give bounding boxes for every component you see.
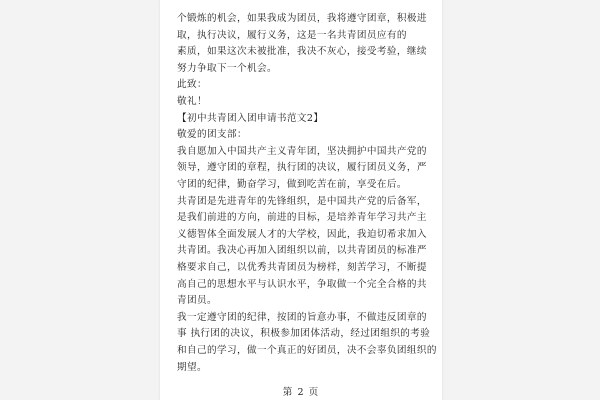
closing-regards: 敬礼！: [177, 96, 207, 107]
body-line: 共青团。我决心再加入团组织以前，以共青团员的标准严: [177, 245, 427, 257]
body-line: 期望。: [177, 361, 207, 373]
body-line: 是我们前进的方向，前进的目标，是培养青年学习共产主: [177, 212, 427, 224]
body-line: 素质，如果这次未被批准，我决不灰心，接受考验，继续: [177, 46, 427, 58]
body-line: 共青团是先进青年的先锋组织，是中国共产党的后备军，: [177, 195, 427, 207]
document-page: [160, 0, 442, 400]
body-line: 格要求自己，以优秀共青团员为榜样，刻苦学习，不断提: [177, 262, 427, 273]
body-line: 取，执行决议，履行义务，这是一名共青团员应有的: [177, 29, 407, 41]
body-line: 守团的纪律，勤奋学习，做到吃苦在前，享受在后。: [177, 179, 407, 190]
body-line: 义德智体全面发展人才的大学校，因此，我迫切希求加入: [177, 228, 427, 240]
greeting: 敬爱的团支部：: [177, 129, 247, 141]
body-line: 青团员。: [177, 295, 217, 307]
body-line: 事 执行团的决议，积极参加团体活动，经过团组织的考验: [177, 328, 431, 340]
body-line: 我一定遵守团的纪律，按团的旨意办事，不做违反团章的: [177, 311, 427, 323]
page-number: 第 2 页: [282, 387, 320, 398]
body-line: 领导，遵守团的章程，执行团的决议，履行团员义务，严: [177, 162, 427, 174]
body-line: 我自愿加入中国共产主义青年团，坚决拥护中国共产党的: [177, 145, 427, 157]
closing-salutation: 此致：: [177, 79, 207, 91]
body-line: 努力争取下一个机会。: [177, 62, 277, 74]
section-heading: 【初中共青团入团申请书范文2】: [177, 112, 324, 124]
body-line: 高自己的思想水平与认识水平，争取做一个完全合格的共: [177, 278, 427, 290]
body-line: 个锻炼的机会，如果我成为团员，我将遵守团章，积极进: [177, 13, 427, 24]
body-line: 和自己的学习，做一个真正的好团员，决不会辜负团组织的: [177, 345, 437, 356]
